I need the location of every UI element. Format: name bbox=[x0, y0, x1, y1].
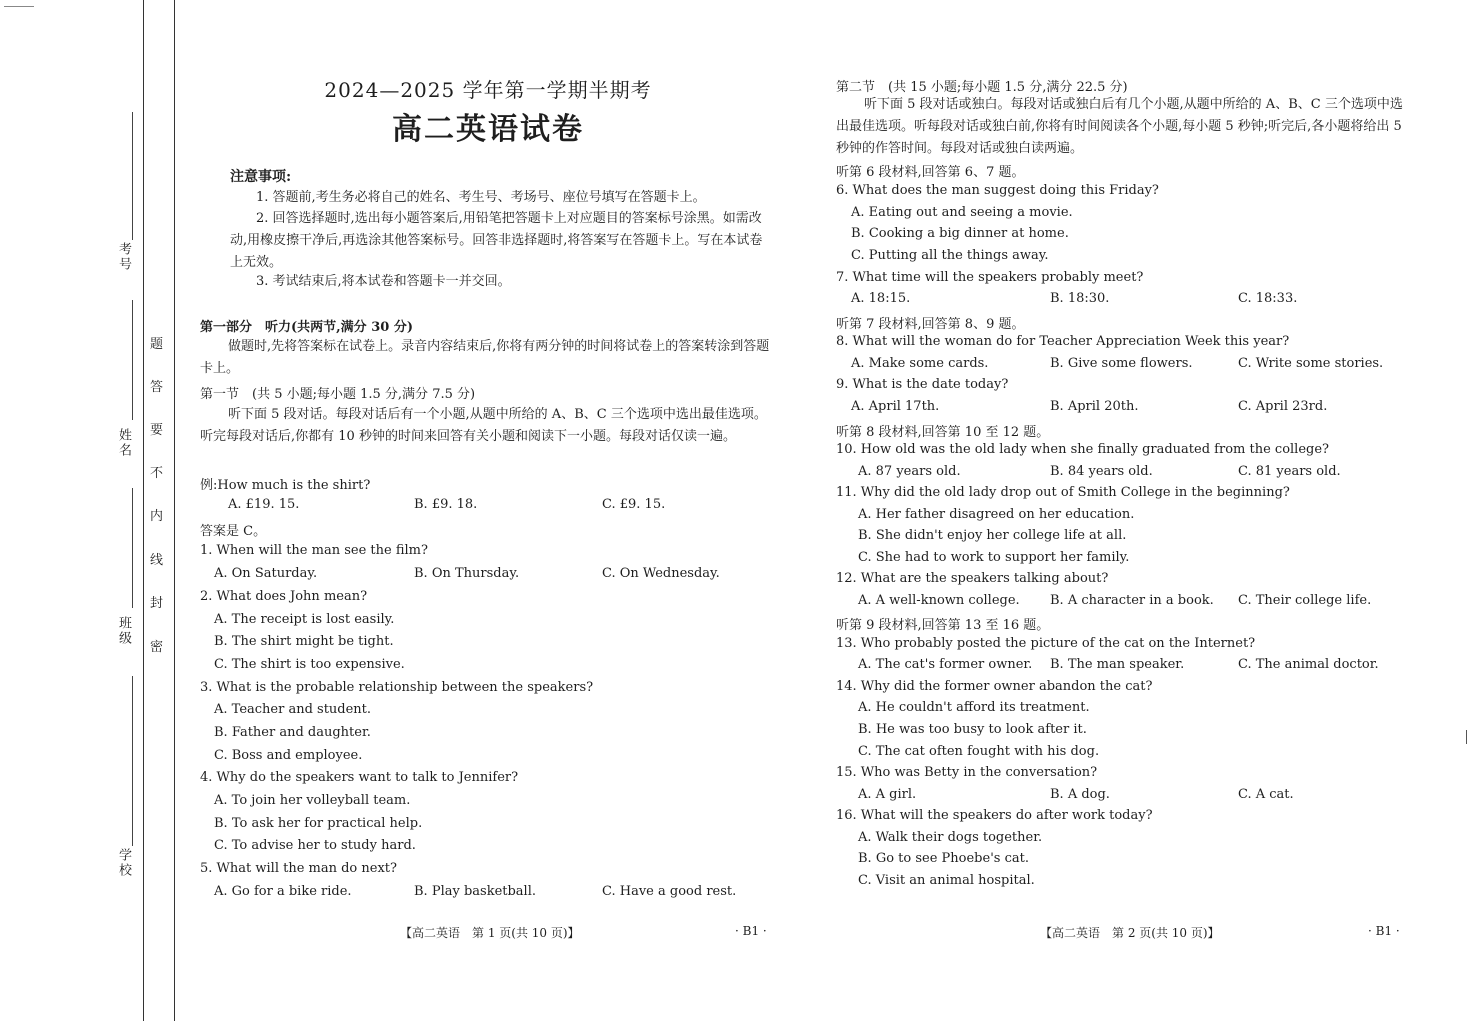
question-3-option-b: B. Father and daughter. bbox=[214, 725, 371, 740]
part1-intro: 做题时,先将答案标在试卷上。录音内容结束后,你将有两分钟的时间将试卷上的答案转涂到答题卡上。 bbox=[200, 339, 770, 376]
question-11-option-b: B. She didn't enjoy her college life at all. bbox=[858, 528, 1127, 543]
notes-item-3: 3. 考试结束后,将本试卷和答题卡一并交回。 bbox=[256, 274, 511, 289]
section2-heading: 第二节 (共 15 小题;每小题 1.5 分,满分 22.5 分) bbox=[836, 80, 1128, 95]
question-6-option-c: C. Putting all the things away. bbox=[851, 248, 1049, 263]
question-13-option-a: A. The cat's former owner. bbox=[858, 657, 1033, 672]
binding-margin-line-inner bbox=[174, 0, 175, 1021]
question-1-option-a: A. On Saturday. bbox=[214, 566, 318, 581]
school-label: 学校 bbox=[116, 848, 131, 878]
notes-heading: 注意事项: bbox=[230, 169, 292, 185]
exam-no-label: 考号 bbox=[116, 242, 131, 272]
question-8-option-a: A. Make some cards. bbox=[851, 356, 989, 371]
material-7-instruction: 听第 7 段材料,回答第 8、9 题。 bbox=[836, 317, 1025, 332]
exam-title-subject: 高二英语试卷 bbox=[392, 112, 584, 147]
exam-title-term: 2024—2025 学年第一学期半期考 bbox=[324, 78, 652, 102]
question-9: 9. What is the date today? bbox=[836, 377, 1009, 392]
question-10-option-b: B. 84 years old. bbox=[1050, 464, 1153, 479]
question-1: 1. When will the man see the film? bbox=[200, 543, 428, 558]
right-page-code: · B1 · bbox=[1368, 924, 1400, 938]
part1-heading: 第一部分 听力(共两节,满分 30 分) bbox=[200, 320, 413, 335]
seal-char-7: 封 bbox=[150, 596, 164, 611]
question-12: 12. What are the speakers talking about? bbox=[836, 571, 1109, 586]
seal-char-2: 答 bbox=[150, 380, 164, 395]
question-14-option-c: C. The cat often fought with his dog. bbox=[858, 744, 1100, 759]
question-5: 5. What will the man do next? bbox=[200, 861, 397, 876]
material-8-instruction: 听第 8 段材料,回答第 10 至 12 题。 bbox=[836, 425, 1050, 440]
seal-char-6: 线 bbox=[150, 553, 164, 568]
material-6-instruction: 听第 6 段材料,回答第 6、7 题。 bbox=[836, 165, 1025, 180]
question-3-option-c: C. Boss and employee. bbox=[214, 748, 363, 763]
question-7: 7. What time will the speakers probably meet? bbox=[836, 270, 1144, 285]
question-5-option-a: A. Go for a bike ride. bbox=[214, 884, 352, 899]
seal-char-1: 题 bbox=[150, 337, 164, 352]
question-1-option-c: C. On Wednesday. bbox=[602, 566, 720, 581]
question-11-option-a: A. Her father disagreed on her education. bbox=[858, 507, 1135, 522]
left-page-footer: 【高二英语 第 1 页(共 10 页)】 bbox=[400, 926, 580, 940]
question-13-option-b: B. The man speaker. bbox=[1050, 657, 1185, 672]
question-6-option-b: B. Cooking a big dinner at home. bbox=[851, 226, 1069, 241]
question-12-option-c: C. Their college life. bbox=[1238, 593, 1372, 608]
name-field-line bbox=[132, 300, 133, 420]
question-11: 11. Why did the old lady drop out of Smith College in the beginning? bbox=[836, 485, 1290, 500]
question-7-option-a: A. 18:15. bbox=[851, 291, 911, 306]
section1-heading: 第一节 (共 5 小题;每小题 1.5 分,满分 7.5 分) bbox=[200, 387, 476, 402]
question-3: 3. What is the probable relationship between the speakers? bbox=[200, 680, 594, 695]
question-13: 13. Who probably posted the picture of the cat on the Internet? bbox=[836, 636, 1256, 651]
notes-item-1: 1. 答题前,考生务必将自己的姓名、考生号、考场号、座位号填写在答题卡上。 bbox=[256, 190, 706, 205]
name-label: 姓名 bbox=[116, 428, 131, 458]
question-9-option-c: C. April 23rd. bbox=[1238, 399, 1328, 414]
example-option-c: C. £9. 15. bbox=[602, 497, 666, 512]
question-15: 15. Who was Betty in the conversation? bbox=[836, 765, 1098, 780]
question-14: 14. Why did the former owner abandon the cat? bbox=[836, 679, 1153, 694]
question-5-option-b: B. Play basketball. bbox=[414, 884, 537, 899]
question-1-option-b: B. On Thursday. bbox=[414, 566, 520, 581]
question-10-option-a: A. 87 years old. bbox=[858, 464, 961, 479]
question-14-option-b: B. He was too busy to look after it. bbox=[858, 722, 1087, 737]
question-16: 16. What will the speakers do after work today? bbox=[836, 808, 1153, 823]
question-4-option-a: A. To join her volleyball team. bbox=[214, 793, 411, 808]
example-option-a: A. £19. 15. bbox=[228, 497, 300, 512]
exam-no-field-line bbox=[132, 112, 133, 240]
section2-intro: 听下面 5 段对话或独白。每段对话或独白后有几个小题,从题中所给的 A、B、C 三个选项中选出最佳选项。听每段对话或独白前,你将有时间阅读各个小题,每小题 5 秒钟;听完后,各小题将给出 5 秒钟的作答时间。每段对话或独白读两遍。 bbox=[836, 97, 1403, 156]
question-12-option-a: A. A well-known college. bbox=[858, 593, 1020, 608]
question-8: 8. What will the woman do for Teacher Appreciation Week this year? bbox=[836, 334, 1290, 349]
seal-char-5: 内 bbox=[150, 509, 164, 524]
school-field-line bbox=[132, 676, 133, 846]
left-page-code: · B1 · bbox=[735, 924, 767, 938]
question-10: 10. How old was the old lady when she finally graduated from the college? bbox=[836, 442, 1330, 457]
seal-char-4: 不 bbox=[150, 466, 164, 481]
example-option-b: B. £9. 18. bbox=[414, 497, 478, 512]
notes-item-2: 2. 回答选择题时,选出每小题答案后,用铅笔把答题卡上对应题目的答案标号涂黑。如需改动,用橡皮擦干净后,再选涂其他答案标号。回答非选择题时,将答案写在答题卡上。写在本试卷上无效。 bbox=[230, 211, 763, 270]
right-page-footer: 【高二英语 第 2 页(共 10 页)】 bbox=[1040, 926, 1220, 940]
right-edge-mark bbox=[1466, 730, 1467, 744]
question-16-option-a: A. Walk their dogs together. bbox=[858, 830, 1043, 845]
question-3-option-a: A. Teacher and student. bbox=[214, 702, 372, 717]
question-8-option-c: C. Write some stories. bbox=[1238, 356, 1384, 371]
question-4-option-c: C. To advise her to study hard. bbox=[214, 838, 416, 853]
question-4: 4. Why do the speakers want to talk to Jennifer? bbox=[200, 770, 519, 785]
example-question: 例:How much is the shirt? bbox=[200, 478, 371, 493]
question-9-option-b: B. April 20th. bbox=[1050, 399, 1139, 414]
class-label: 班级 bbox=[116, 616, 131, 646]
question-9-option-a: A. April 17th. bbox=[851, 399, 940, 414]
seal-char-3: 要 bbox=[150, 423, 164, 438]
class-field-line bbox=[132, 488, 133, 608]
binding-margin-line-outer bbox=[143, 0, 144, 1021]
question-16-option-c: C. Visit an animal hospital. bbox=[858, 873, 1035, 888]
question-2-option-a: A. The receipt is lost easily. bbox=[214, 612, 395, 627]
question-5-option-c: C. Have a good rest. bbox=[602, 884, 737, 899]
question-2-option-c: C. The shirt is too expensive. bbox=[214, 657, 405, 672]
question-8-option-b: B. Give some flowers. bbox=[1050, 356, 1193, 371]
top-left-mark bbox=[4, 6, 34, 7]
section1-intro: 听下面 5 段对话。每段对话后有一个小题,从题中所给的 A、B、C 三个选项中选出最佳选项。听完每段对话后,你都有 10 秒钟的时间来回答有关小题和阅读下一小题。每段对话仅读一遍。 bbox=[200, 407, 767, 444]
question-7-option-c: C. 18:33. bbox=[1238, 291, 1298, 306]
question-4-option-b: B. To ask her for practical help. bbox=[214, 816, 423, 831]
question-16-option-b: B. Go to see Phoebe's cat. bbox=[858, 851, 1029, 866]
question-12-option-b: B. A character in a book. bbox=[1050, 593, 1214, 608]
question-14-option-a: A. He couldn't afford its treatment. bbox=[858, 700, 1090, 715]
question-11-option-c: C. She had to work to support her family. bbox=[858, 550, 1130, 565]
question-10-option-c: C. 81 years old. bbox=[1238, 464, 1341, 479]
example-answer: 答案是 C。 bbox=[200, 524, 267, 539]
question-6-option-a: A. Eating out and seeing a movie. bbox=[851, 205, 1073, 220]
question-2-option-b: B. The shirt might be tight. bbox=[214, 634, 394, 649]
material-9-instruction: 听第 9 段材料,回答第 13 至 16 题。 bbox=[836, 618, 1050, 633]
question-15-option-c: C. A cat. bbox=[1238, 787, 1294, 802]
seal-char-8: 密 bbox=[150, 640, 164, 655]
question-7-option-b: B. 18:30. bbox=[1050, 291, 1110, 306]
question-6: 6. What does the man suggest doing this Friday? bbox=[836, 183, 1159, 198]
question-15-option-b: B. A dog. bbox=[1050, 787, 1110, 802]
question-15-option-a: A. A girl. bbox=[858, 787, 917, 802]
question-13-option-c: C. The animal doctor. bbox=[1238, 657, 1379, 672]
question-2: 2. What does John mean? bbox=[200, 589, 368, 604]
